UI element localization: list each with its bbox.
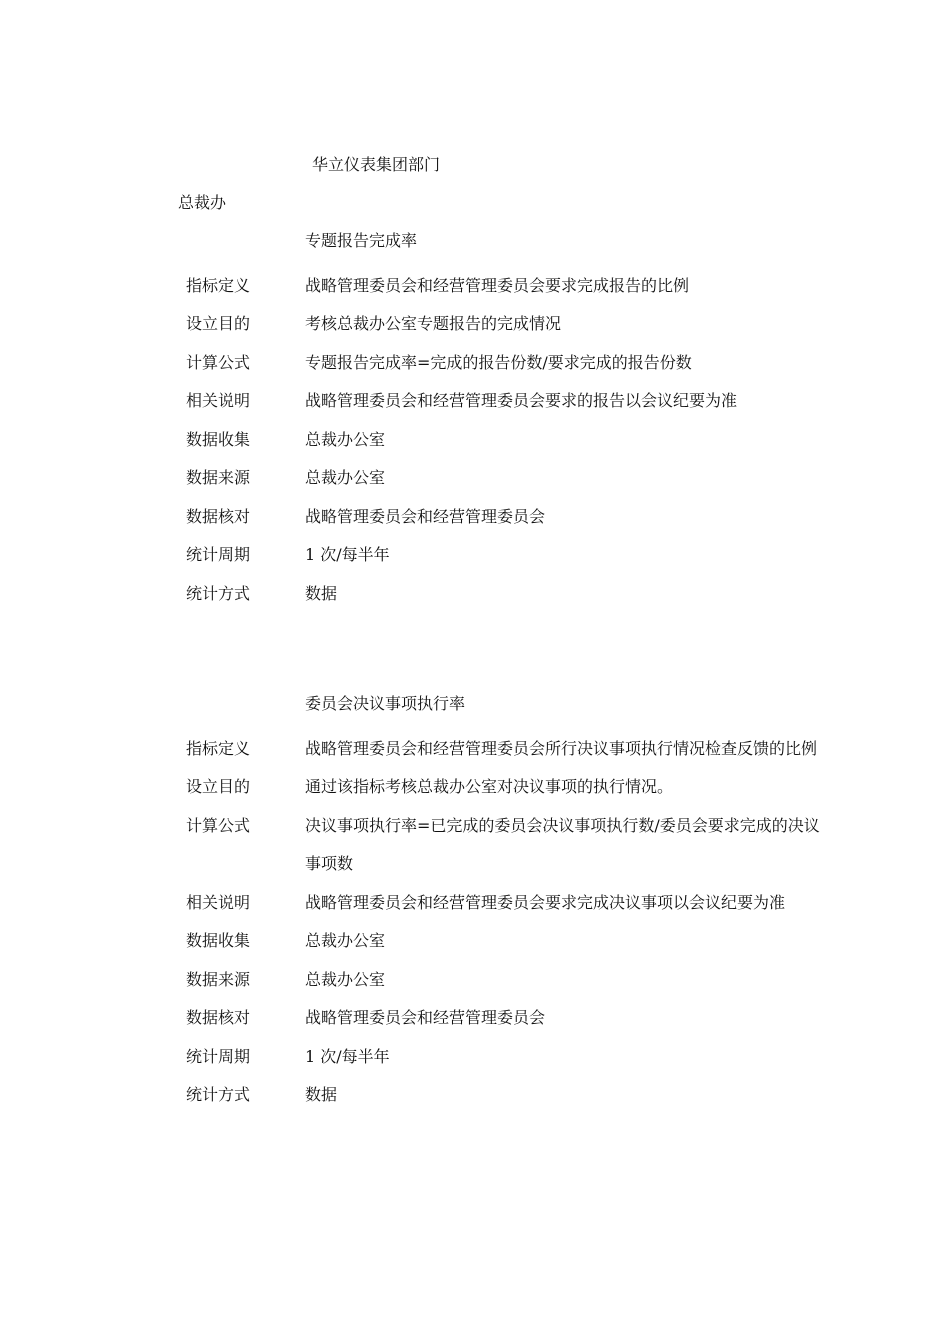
- row-label: 数据来源: [186, 969, 251, 989]
- row-label: 统计周期: [186, 545, 251, 564]
- row-label: 指标定义: [186, 738, 251, 758]
- row-value: 总裁办公室: [305, 969, 386, 989]
- kpi-row: [0, 267, 950, 306]
- row-value: 1 次/每半年: [305, 1046, 390, 1066]
- row-value: 战略管理委员会和经营管理委员会要求的报告以会议纪要为准: [305, 391, 738, 410]
- kpi-row: [0, 1076, 950, 1115]
- row-value: 数据: [305, 1085, 338, 1104]
- kpi-row: [0, 961, 950, 1000]
- row-label: 指标定义: [186, 275, 251, 295]
- row-value: 总裁办公室: [305, 468, 386, 487]
- kpi-row: [0, 1038, 950, 1077]
- row-label: 统计方式: [186, 583, 251, 603]
- row-label: 数据收集: [186, 429, 251, 449]
- row-value: 战略管理委员会和经营管理委员会所行决议事项执行情况检查反馈的比例: [305, 738, 818, 758]
- row-label: 相关说明: [186, 892, 251, 912]
- row-value: 决议事项执行率=已完成的委员会决议事项执行数/委员会要求完成的决议事项数: [305, 815, 820, 873]
- row-label: 数据来源: [186, 468, 251, 487]
- kpi-row: [0, 536, 950, 575]
- kpi-row: [0, 807, 950, 884]
- row-label: 计算公式: [186, 815, 251, 835]
- row-value: 战略管理委员会和经营管理委员会要求完成报告的比例: [305, 275, 690, 295]
- kpi-title: 专题报告完成率: [305, 231, 418, 250]
- row-label: 相关说明: [186, 391, 251, 410]
- row-value: 战略管理委员会和经营管理委员会: [305, 1008, 546, 1027]
- kpi-rows: [0, 267, 950, 614]
- row-label: 统计方式: [186, 1085, 251, 1104]
- row-label: 设立目的: [186, 777, 251, 796]
- row-label: 数据核对: [186, 506, 251, 526]
- row-value: 通过该指标考核总裁办公室对决议事项的执行情况。: [305, 777, 674, 796]
- kpi-title: 委员会决议事项执行率: [305, 694, 466, 713]
- kpi-row: [0, 730, 950, 769]
- kpi-row: [0, 305, 950, 344]
- kpi-row: [0, 922, 950, 961]
- row-value: 总裁办公室: [305, 931, 386, 950]
- kpi-row: [0, 768, 950, 807]
- kpi-row: [0, 421, 950, 460]
- row-value: 数据: [305, 583, 338, 603]
- kpi-rows: [0, 730, 950, 1115]
- row-value: 专题报告完成率=完成的报告份数/要求完成的报告份数: [305, 352, 692, 372]
- row-value: 战略管理委员会和经营管理委员会: [305, 506, 546, 526]
- row-label: 计算公式: [186, 352, 251, 372]
- company-title: 华立仪表集团部门: [312, 155, 441, 174]
- row-value: 战略管理委员会和经营管理委员会要求完成决议事项以会议纪要为准: [305, 892, 786, 912]
- kpi-row: [0, 575, 950, 614]
- department-name: 总裁办: [178, 193, 227, 212]
- row-label: 数据核对: [186, 1008, 251, 1027]
- row-value: 考核总裁办公室专题报告的完成情况: [305, 314, 562, 333]
- row-label: 设立目的: [186, 314, 251, 333]
- row-label: 统计周期: [186, 1046, 251, 1066]
- row-value: 1 次/每半年: [305, 545, 390, 564]
- kpi-row: [0, 459, 950, 498]
- kpi-row: [0, 344, 950, 383]
- kpi-row: [0, 382, 950, 421]
- kpi-row: [0, 999, 950, 1038]
- row-value: 总裁办公室: [305, 429, 386, 449]
- kpi-row: [0, 884, 950, 923]
- row-label: 数据收集: [186, 931, 251, 950]
- kpi-row: [0, 498, 950, 537]
